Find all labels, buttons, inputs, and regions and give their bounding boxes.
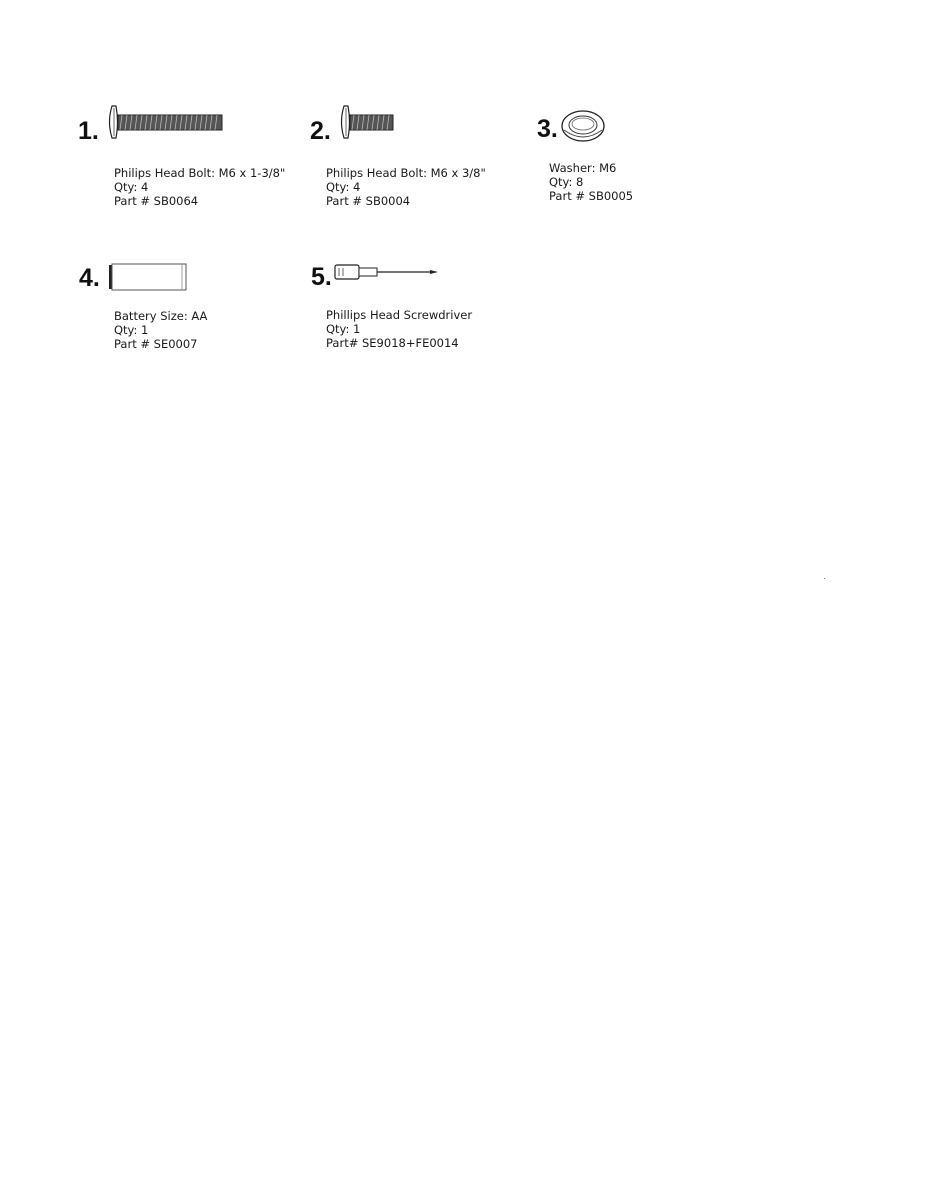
part-code: Part # SB0005 <box>549 189 634 203</box>
part-qty: Qty: 1 <box>326 322 361 336</box>
part-number: 2. <box>310 117 331 145</box>
part-name: Philips Head Bolt: M6 x 3/8" <box>326 166 486 180</box>
part-code: Part # SB0064 <box>114 194 199 208</box>
part-name: Washer: M6 <box>549 161 617 175</box>
part-qty: Qty: 4 <box>114 180 149 194</box>
part-name: Philips Head Bolt: M6 x 1-3/8" <box>114 166 286 180</box>
washer-icon <box>560 108 606 144</box>
part-qty: Qty: 4 <box>326 180 361 194</box>
part-name: Battery Size: AA <box>114 309 208 323</box>
part-number: 5. <box>311 263 332 291</box>
part-code: Part# SE9018+FE0014 <box>326 336 459 350</box>
part-code: Part # SB0004 <box>326 194 411 208</box>
part-number: 3. <box>537 115 558 143</box>
battery-icon <box>108 262 188 292</box>
bolt-long-icon <box>106 104 224 140</box>
screwdriver-icon <box>334 262 440 284</box>
part-number: 1. <box>78 117 99 145</box>
part-details <box>114 309 207 351</box>
part-details <box>549 161 633 203</box>
part-qty: Qty: 8 <box>549 175 584 189</box>
bolt-short-icon <box>338 104 396 140</box>
part-qty: Qty: 1 <box>114 323 149 337</box>
scan-speck <box>824 578 825 579</box>
part-details <box>114 166 285 208</box>
part-code: Part # SE0007 <box>114 337 198 351</box>
part-name: Phillips Head Screwdriver <box>326 308 473 322</box>
part-details <box>326 166 486 208</box>
part-details <box>326 308 472 350</box>
part-number: 4. <box>79 264 100 292</box>
